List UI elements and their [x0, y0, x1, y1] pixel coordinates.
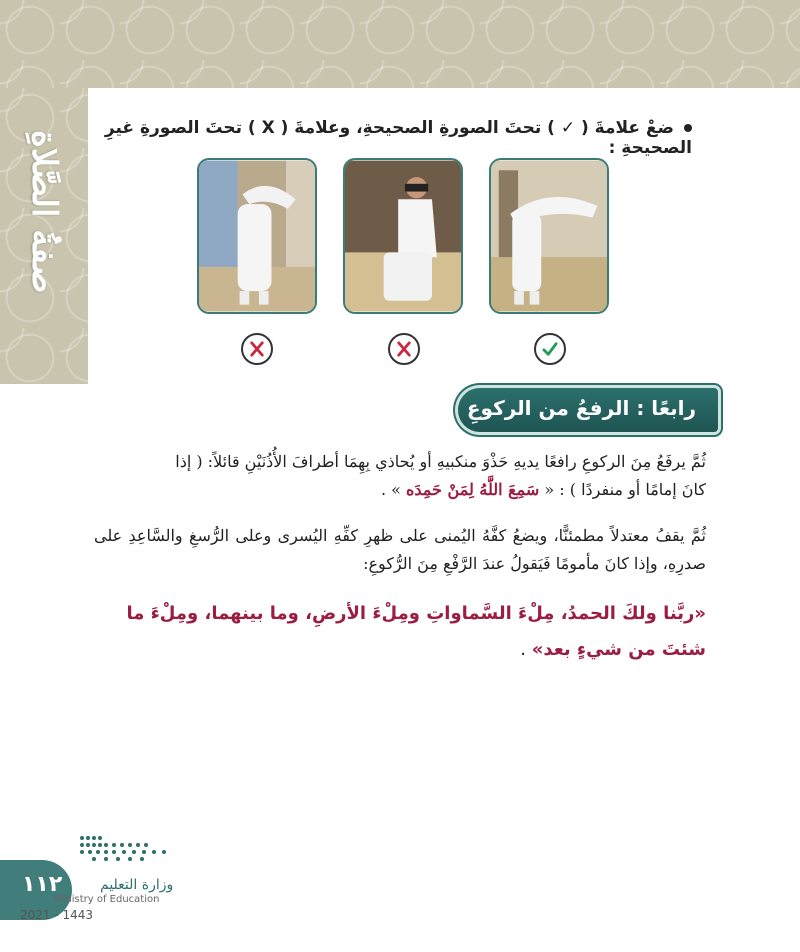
check-icon — [536, 335, 564, 363]
wrong-mark-1[interactable] — [241, 333, 273, 365]
paragraph-1 — [94, 448, 706, 504]
x-icon — [243, 335, 271, 363]
prayer-photo-3 — [491, 160, 607, 312]
bullet-icon — [684, 124, 692, 132]
wrong-mark-2[interactable] — [388, 333, 420, 365]
prayer-photo-1 — [199, 160, 315, 312]
exercise-instruction — [92, 118, 692, 158]
correct-mark[interactable] — [534, 333, 566, 365]
paragraph-1-line-1: ثُمَّ يرفَعُ مِنَ الركوعِ رافعًا يديهِ حَذْوَ منكبيهِ أو يُحاذي بِهِمَا أطرافَ الأُذُنَيْنِ قائلاً: ( إذا — [175, 452, 706, 471]
photo-3 — [489, 158, 609, 314]
header-pattern — [0, 0, 800, 88]
paragraph-1-line-2: كانَ إمامًا أو منفردًا ) : « — [544, 480, 706, 499]
dua-end: . — [520, 639, 532, 660]
page-number: ١١٢ — [22, 872, 63, 897]
ministry-name-english: Ministry of Education — [54, 894, 160, 905]
dua-paragraph — [94, 596, 706, 668]
section-banner — [458, 388, 718, 432]
prayer-photo-2 — [345, 160, 461, 312]
quote-sami-allah: سَمِعَ اللَّهُ لِمَنْ حَمِدَه — [406, 480, 540, 499]
vision-logo-icon — [74, 832, 174, 862]
section-heading: رابعًا : الرفعُ من الركوعِ — [466, 396, 696, 420]
chapter-title: صفةُ الصَّلاةِ — [24, 130, 64, 294]
instruction-text: ضعْ علامةَ ( ✓ ) تحتَ الصورةِ الصحيحةِ، وعلامةَ ( X ) تحتَ الصورةِ غيرِ الصحيحةِ : — [104, 118, 692, 158]
edition-year: 2021 - 1443 — [20, 908, 94, 922]
dua-text: «ربَّنا ولكَ الحمدُ، مِلْءَ السَّماواتِ ومِلْءَ الأرضِ، وما بينهما، ومِلْءَ ما شئتَ من شيءٍ بعد» — [126, 603, 706, 660]
paragraph-1-end: » . — [380, 480, 401, 499]
ministry-name-arabic: وزارة التعليم — [100, 877, 174, 893]
photo-2 — [343, 158, 463, 314]
x-icon — [390, 335, 418, 363]
photo-1 — [197, 158, 317, 314]
paragraph-2: ثُمَّ يقفُ معتدلاً مطمئنًّا، ويضعُ كفَّهُ اليُمنى على ظهرِ كفِّهِ اليُسرى وعلى الرُّسغِ والسَّاعِدِ على صدرِهِ، وإذا كانَ مأمومًا فَيَقولُ عندَ الرَّفْعِ مِنَ الرُّكوعِ: — [94, 526, 706, 573]
